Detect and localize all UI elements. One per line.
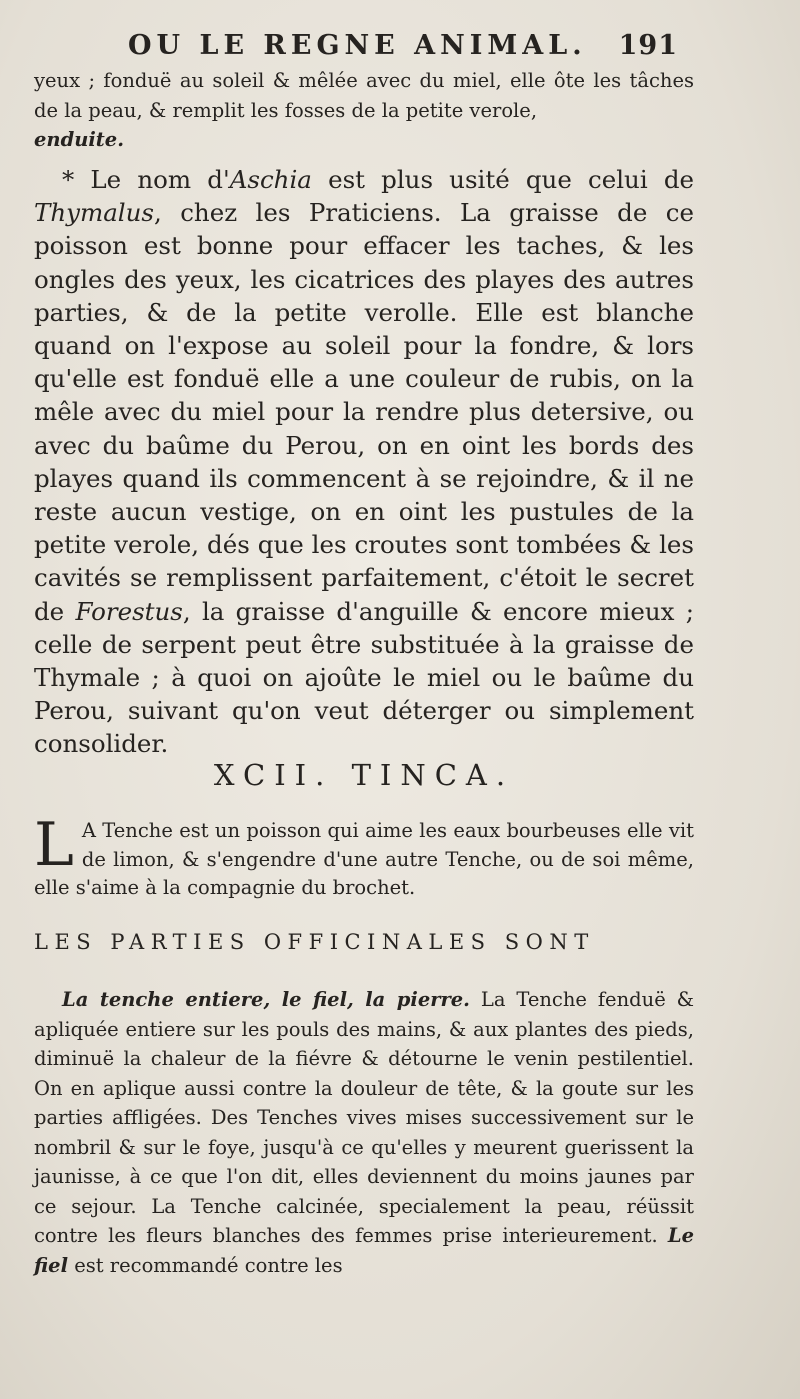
tinca-intro: [34, 810, 694, 903]
drop-cap: L: [34, 810, 74, 880]
text-end: , la graisse d'anguille & encore mieux ; celle de serpent peut être substituée à la graisse de Thymale ; à quoi on ajoûte le miel ou le baûme du Perou, suivant qu'on veut déterger ou simplement consolider.: [34, 596, 694, 759]
parts-italic: La tenche entiere, le fiel, la pierre.: [62, 988, 470, 1011]
tinca-body: [34, 985, 694, 1280]
continuation-italic: enduite.: [34, 128, 125, 151]
italic-aschia: Aschia: [229, 165, 312, 194]
officinal-parts-heading: LES PARTIES OFFICINALES SONT: [34, 930, 595, 954]
paragraph-continuation: [34, 66, 694, 155]
running-head: [128, 30, 678, 70]
aschia-paragraph: [34, 163, 694, 761]
italic-thymalus: Thymalus: [34, 198, 154, 228]
section-heading: XCII. TINCA.: [213, 758, 515, 792]
page-number: 191: [618, 30, 678, 61]
italic-forestus: Forestus: [75, 596, 183, 626]
intro-text: A Tenche est un poisson qui aime les eaux bourbeuses elle vit de limon, & s'engendre d'une autre Tenche, ou de soi même, elle s'aime à la compagnie du brochet.: [34, 819, 694, 899]
fiel-italic: Le fiel: [34, 1224, 694, 1277]
running-title: OU LE REGNE ANIMAL.: [128, 30, 587, 61]
body-text1: La Tenche fenduë & apliquée entiere sur les pouls des mains, & aux plantes des pieds, diminuë la chaleur de la fiévre & détourne le venin pestilentiel. On en aplique aussi contre la douleur de tête, & la goute sur les parties affligées. Des Tenches vives mises successivement sur le nombril & sur le foye, jusqu'à ce qu'elles y meurent guerissent la jaunisse, à ce que l'on dit, elles deviennent du moins jaunes par ce sejour. La Tenche calcinée, specialement la peau, réüssit contre les fleurs blanches des femmes prise interieurement.: [34, 988, 694, 1247]
continuation-text: yeux ; fonduë au soleil & mêlée avec du miel, elle ôte les tâches de la peau, & remplit les fosses de la petite verole,: [34, 69, 694, 122]
text-mid1: est plus usité que celui de: [311, 165, 694, 194]
text-mid2: , chez les Praticiens. La graisse de ce poisson est bonne pour effacer les taches, & les ongles des yeux, les cicatrices des playes des autres parties, & de la petite verolle. Elle est blanche quand on l'expose au soleil pour la fondre, & lors qu'elle est fonduë elle a une couleur de rubis, on la mêle avec du miel pour la rendre plus detersive, ou avec du baûme du Perou, on en oint les bords des playes quand ils commencent à se rejoindre, & il ne reste aucun vestige, on en oint les pustules de la petite verole, dés que les croutes sont tombées & les cavités se remplissent parfaitement, c'étoit le secret de: [34, 198, 694, 626]
text-lead: * Le nom d': [62, 165, 230, 194]
body-text2: est recommandé contre les: [68, 1253, 343, 1277]
